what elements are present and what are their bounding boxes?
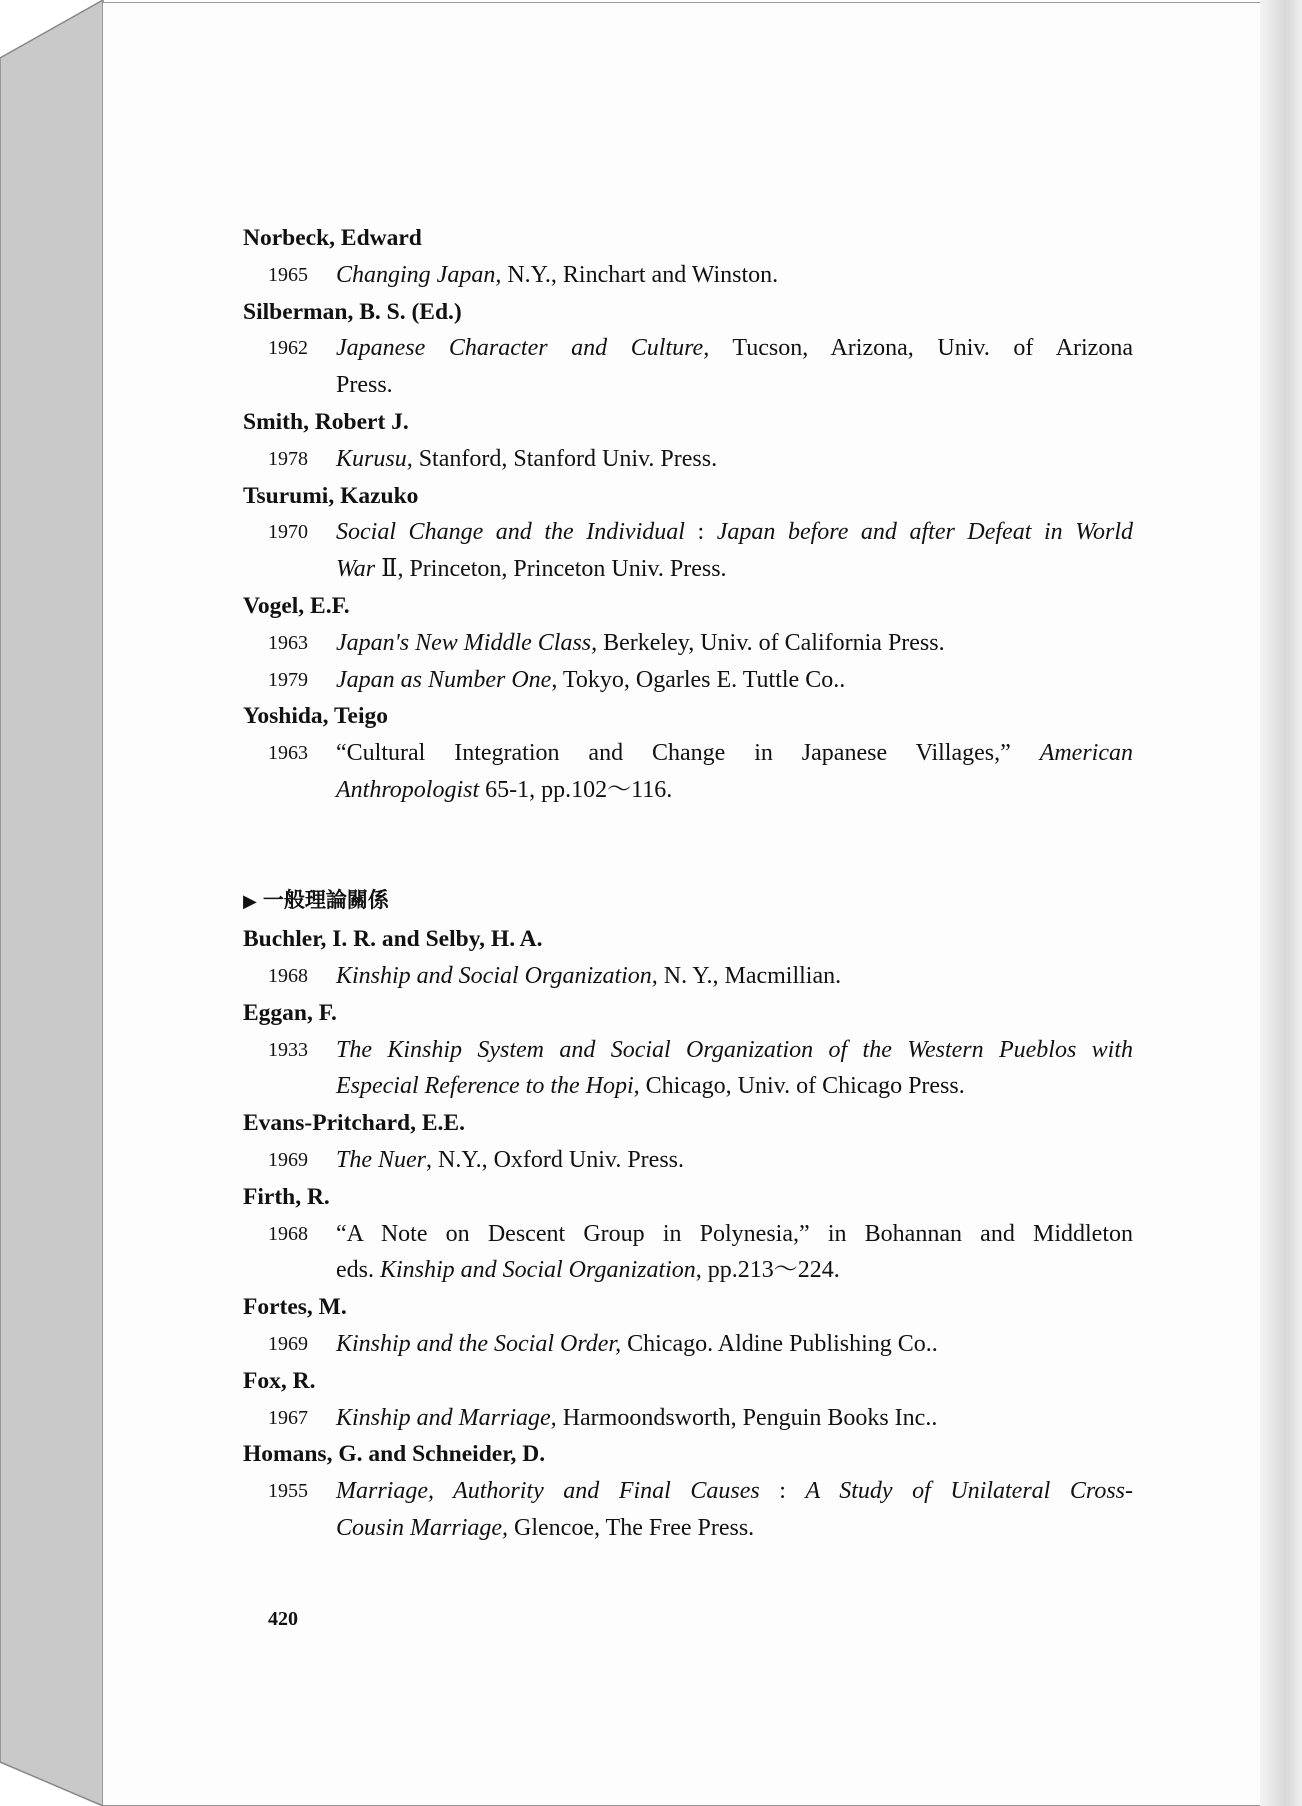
work-title: Cousin Marriage, xyxy=(336,1514,509,1541)
entry-author: Evans-Pritchard, E.E. xyxy=(243,1110,465,1137)
work-title: Japan's New Middle Class, xyxy=(336,629,598,656)
work-line xyxy=(336,1326,1133,1363)
work-title: Japan as Number One xyxy=(336,666,552,693)
bibliography xyxy=(243,220,1133,1547)
work-line xyxy=(336,958,1133,995)
work-text: Berkeley, Univ. of California Press. xyxy=(597,629,945,656)
work-title: Kinship and Marriage, xyxy=(336,1404,557,1431)
entry-author: Fox, R. xyxy=(243,1367,316,1394)
entry-author: Firth, R. xyxy=(243,1183,330,1210)
work-title: The Nuer xyxy=(336,1146,426,1173)
work-line xyxy=(336,1510,1133,1547)
work-line xyxy=(336,1473,1133,1510)
page-edge-shadow xyxy=(1260,0,1302,1806)
work-line xyxy=(336,441,1133,478)
entry-author: Norbeck, Edward xyxy=(243,225,422,251)
work-title: Marriage, Authority and Final Causes xyxy=(336,1478,760,1505)
work-title: Social Change and the Individual xyxy=(336,519,685,546)
work-title: Kinship and Social Organization xyxy=(380,1257,696,1284)
work-text: Tucson, Arizona, Univ. of Arizona xyxy=(709,335,1133,362)
work-text: 65-1, pp.102～116. xyxy=(479,776,673,803)
work-text: Chicago. Aldine Publishing Co.. xyxy=(621,1330,938,1357)
work-line xyxy=(336,662,1133,699)
work-year: 1970 xyxy=(268,521,308,544)
page-number: 420 xyxy=(268,1608,298,1630)
entry-work xyxy=(243,1032,1133,1106)
work-line xyxy=(336,1068,1133,1105)
work-text: Chicago, Univ. of Chicago Press. xyxy=(639,1073,965,1100)
work-year: 1955 xyxy=(268,1480,308,1503)
entry-work xyxy=(243,1142,1133,1179)
work-title: Japan before and after Defeat in World xyxy=(716,519,1133,546)
section-header xyxy=(243,882,1133,921)
entry-work xyxy=(243,257,1133,294)
entry-author: Smith, Robert J. xyxy=(243,408,409,435)
entry-author: Fortes, M. xyxy=(243,1294,347,1321)
triangle-bullet-icon: ▶ xyxy=(243,891,257,913)
entry-work xyxy=(243,514,1133,588)
work-year: 1969 xyxy=(268,1148,308,1171)
work-line xyxy=(336,1216,1133,1253)
work-text: Stanford, Stanford Univ. Press. xyxy=(412,445,718,472)
entry-author: Buchler, I. R. and Selby, H. A. xyxy=(243,926,543,953)
work-line xyxy=(336,514,1133,551)
work-year: 1967 xyxy=(268,1406,308,1429)
entry-author: Vogel, E.F. xyxy=(243,592,350,619)
entry-work xyxy=(243,625,1133,662)
entry-author: Homans, G. and Schneider, D. xyxy=(243,1441,546,1468)
work-text: “Cultural Integration and Change in Japanese Villages,” xyxy=(336,740,1040,767)
entry-author: Tsurumi, Kazuko xyxy=(243,482,419,509)
work-line xyxy=(336,772,1133,809)
work-year: 1963 xyxy=(268,742,308,765)
work-title: Kurusu, xyxy=(336,445,413,472)
work-line xyxy=(336,1032,1133,1069)
work-text: Harmoondsworth, Penguin Books Inc.. xyxy=(556,1404,938,1431)
work-year: 1979 xyxy=(268,668,308,691)
work-text: : xyxy=(684,519,717,546)
work-line xyxy=(336,257,1133,294)
work-year: 1933 xyxy=(268,1038,308,1061)
entry-work xyxy=(243,662,1133,699)
section-gap xyxy=(243,809,1133,883)
work-text: N.Y., Rinchart and Winston. xyxy=(501,261,779,288)
work-title: American xyxy=(1039,740,1133,767)
entry-author: Silberman, B. S. (Ed.) xyxy=(243,298,462,325)
work-line xyxy=(336,1142,1133,1179)
work-title: Changing Japan, xyxy=(336,261,502,288)
entry-work xyxy=(243,1216,1133,1290)
work-year: 1963 xyxy=(268,631,308,654)
work-year: 1965 xyxy=(268,263,308,286)
work-year: 1962 xyxy=(268,337,308,360)
entry-work xyxy=(243,1400,1133,1437)
work-title: Japanese Character and Culture, xyxy=(336,335,710,362)
work-text: Ⅱ, Princeton, Princeton Univ. Press. xyxy=(375,556,727,583)
work-text: , pp.213～224. xyxy=(695,1257,840,1284)
work-text: “A Note on Descent Group in Polynesia,” in Bohannan and Middleton xyxy=(336,1220,1133,1247)
entry-work xyxy=(243,330,1133,404)
entry-work xyxy=(243,441,1133,478)
work-title: A Study of Unilateral Cross- xyxy=(805,1478,1134,1505)
work-text: Glencoe, The Free Press. xyxy=(508,1514,755,1541)
work-title: Kinship and Social Organization, xyxy=(336,962,658,989)
work-text: , N.Y., Oxford Univ. Press. xyxy=(426,1146,684,1173)
work-title: Anthropologist xyxy=(336,776,480,803)
work-title: War xyxy=(336,556,376,583)
work-year: 1968 xyxy=(268,1222,308,1245)
entry-work xyxy=(243,958,1133,995)
entry-author: Yoshida, Teigo xyxy=(243,703,388,730)
entry-work xyxy=(243,735,1133,809)
work-title: The Kinship System and Social Organization of the Western Pueblos with xyxy=(336,1036,1133,1063)
work-text: Press. xyxy=(336,372,393,399)
work-line xyxy=(336,1252,1133,1289)
work-line xyxy=(336,625,1133,662)
work-title: Especial Reference to the Hopi, xyxy=(336,1073,640,1100)
section-title: 一般理論關係 xyxy=(262,888,389,913)
work-year: 1968 xyxy=(268,964,308,987)
work-year: 1969 xyxy=(268,1332,308,1355)
work-text: , Tokyo, Ogarles E. Tuttle Co.. xyxy=(551,666,846,693)
work-line xyxy=(336,551,1133,588)
entry-work xyxy=(243,1326,1133,1363)
entry-author: Eggan, F. xyxy=(243,999,337,1026)
work-line xyxy=(336,735,1133,772)
work-text: eds. xyxy=(336,1257,380,1284)
work-text: : xyxy=(759,1478,806,1505)
work-text: N. Y., Macmillian. xyxy=(657,962,842,989)
work-line xyxy=(336,330,1133,367)
work-year: 1978 xyxy=(268,447,308,470)
entry-work xyxy=(243,1473,1133,1547)
work-line xyxy=(336,1400,1133,1437)
work-line xyxy=(336,367,1133,404)
work-title: Kinship and the Social Order, xyxy=(336,1330,622,1357)
book-spine xyxy=(0,0,104,1806)
